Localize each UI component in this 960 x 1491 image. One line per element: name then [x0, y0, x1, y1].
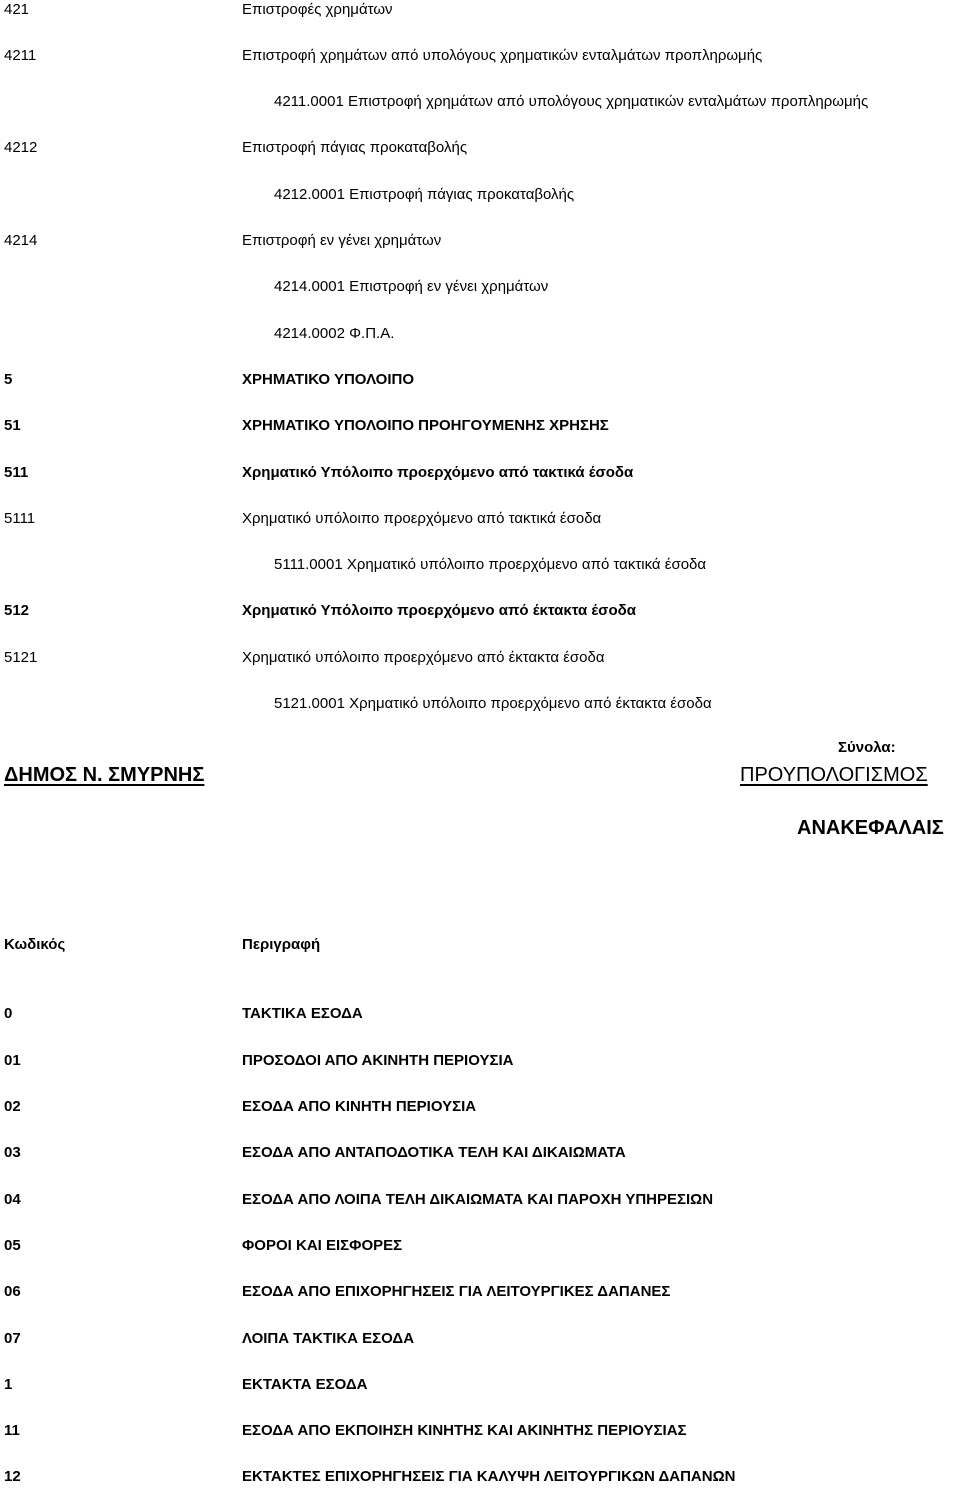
account-code: 4211: [4, 47, 37, 64]
category-code: 04: [4, 1191, 21, 1208]
account-code: 5111: [4, 510, 36, 527]
account-description: Χρηματικό υπόλοιπο προερχόμενο από έκτακτα έσοδα: [242, 649, 605, 666]
category-code: 06: [4, 1283, 21, 1300]
sub-account-row: [0, 277, 960, 301]
account-code: 5121: [4, 649, 38, 666]
municipality-title: ΔΗΜΟΣ Ν. ΣΜΥΡΝΗΣ: [4, 764, 205, 786]
account-description: Επιστροφή χρημάτων από υπολόγους χρηματικών ενταλμάτων προπληρωμής: [242, 47, 763, 64]
category-row: [0, 1329, 960, 1353]
category-description: ΕΣΟΔΑ ΑΠΟ ΑΝΤΑΠΟΔΟΤΙΚΑ ΤΕΛΗ ΚΑΙ ΔΙΚΑΙΩΜΑΤΑ: [242, 1144, 626, 1161]
category-description: ΛΟΙΠΑ ΤΑΚΤΙΚΑ ΕΣΟΔΑ: [242, 1330, 415, 1347]
category-description: ΕΣΟΔΑ ΑΠΟ ΕΠΙΧΟΡΗΓΗΣΕΙΣ ΓΙΑ ΛΕΙΤΟΥΡΓΙΚΕΣ ΔΑΠΑΝΕΣ: [242, 1283, 671, 1300]
category-row: [0, 1190, 960, 1214]
sub-account-entry: 4211.0001 Επιστροφή χρημάτων από υπολόγους χρηματικών ενταλμάτων προπληρωμής: [274, 93, 869, 110]
category-code: 07: [4, 1330, 21, 1347]
category-description: ΤΑΚΤΙΚΑ ΕΣΟΔΑ: [242, 1005, 363, 1022]
sub-account-entry: 4214.0001 Επιστροφή εν γένει χρημάτων: [274, 278, 549, 295]
category-description: ΦΟΡΟΙ ΚΑΙ ΕΙΣΦΟΡΕΣ: [242, 1237, 403, 1254]
category-row: [0, 1143, 960, 1167]
account-code: 4214: [4, 232, 38, 249]
category-description: ΕΚΤΑΚΤΕΣ ΕΠΙΧΟΡΗΓΗΣΕΙΣ ΓΙΑ ΚΑΛΥΨΗ ΛΕΙΤΟΥΡΓΙΚΩΝ ΔΑΠΑΝΩΝ: [242, 1468, 736, 1485]
account-row: [0, 138, 960, 162]
account-description: Επιστροφές χρημάτων: [242, 1, 393, 18]
sub-account-row: [0, 555, 960, 579]
category-description: ΕΣΟΔΑ ΑΠΟ ΚΙΝΗΤΗ ΠΕΡΙΟΥΣΙΑ: [242, 1098, 477, 1115]
account-description: Χρηματικό Υπόλοιπο προερχόμενο από έκτακτα έσοδα: [242, 602, 636, 619]
category-description: ΠΡΟΣΟΔΟΙ ΑΠΟ ΑΚΙΝΗΤΗ ΠΕΡΙΟΥΣΙΑ: [242, 1052, 514, 1069]
sub-account-entry: 5111.0001 Χρηματικό υπόλοιπο προερχόμενο από τακτικά έσοδα: [274, 556, 707, 573]
category-row: [0, 1236, 960, 1260]
account-row: [0, 370, 960, 394]
category-description: ΕΚΤΑΚΤΑ ΕΣΟΔΑ: [242, 1376, 368, 1393]
account-code: 51: [4, 417, 21, 434]
budget-title: ΠΡΟΥΠΟΛΟΓΙΣΜΟΣ: [740, 764, 928, 786]
category-row: [0, 1467, 960, 1491]
column-header-code: Κωδικός: [4, 936, 66, 953]
category-description: ΕΣΟΔΑ ΑΠΟ ΕΚΠΟΙΗΣΗ ΚΙΝΗΤΗΣ ΚΑΙ ΑΚΙΝΗΤΗΣ ΠΕΡΙΟΥΣΙΑΣ: [242, 1422, 687, 1439]
column-header-description: Περιγραφή: [242, 936, 321, 953]
category-code: 02: [4, 1098, 21, 1115]
category-code: 1: [4, 1376, 13, 1393]
account-code: 5: [4, 371, 13, 388]
account-description: ΧΡΗΜΑΤΙΚΟ ΥΠΟΛΟΙΠΟ: [242, 371, 415, 388]
category-code: 11: [4, 1422, 20, 1439]
account-row: [0, 46, 960, 70]
category-code: 05: [4, 1237, 21, 1254]
sub-account-entry: 4212.0001 Επιστροφή πάγιας προκαταβολής: [274, 186, 575, 203]
summary-title: ΑΝΑΚΕΦΑΛΑΙΣ: [797, 817, 944, 839]
category-code: 03: [4, 1144, 21, 1161]
account-code: 511: [4, 464, 29, 481]
category-code: 01: [4, 1052, 21, 1069]
account-code: 4212: [4, 139, 38, 156]
category-row: [0, 1051, 960, 1075]
account-description: Επιστροφή εν γένει χρημάτων: [242, 232, 442, 249]
category-row: [0, 1097, 960, 1121]
category-code: 12: [4, 1468, 21, 1485]
category-row: [0, 1375, 960, 1399]
sub-account-row: [0, 92, 960, 116]
account-row: [0, 416, 960, 440]
account-row: [0, 231, 960, 255]
category-row: [0, 1004, 960, 1028]
sub-account-row: [0, 694, 960, 718]
account-code: 421: [4, 1, 30, 18]
sub-account-entry: 4214.0002 Φ.Π.Α.: [274, 325, 395, 342]
account-description: Χρηματικό Υπόλοιπο προερχόμενο από τακτικά έσοδα: [242, 464, 634, 481]
totals-label: Σύνολα:: [838, 739, 896, 756]
account-description: ΧΡΗΜΑΤΙΚΟ ΥΠΟΛΟΙΠΟ ΠΡΟΗΓΟΥΜΕΝΗΣ ΧΡΗΣΗΣ: [242, 417, 609, 434]
account-row: [0, 463, 960, 487]
sub-account-row: [0, 324, 960, 348]
category-row: [0, 1421, 960, 1445]
sub-account-entry: 5121.0001 Χρηματικό υπόλοιπο προερχόμενο από έκτακτα έσοδα: [274, 695, 712, 712]
category-code: 0: [4, 1005, 13, 1022]
account-row: [0, 509, 960, 533]
account-code: 512: [4, 602, 30, 619]
sub-account-row: [0, 185, 960, 209]
account-row: [0, 648, 960, 672]
category-description: ΕΣΟΔΑ ΑΠΟ ΛΟΙΠΑ ΤΕΛΗ ΔΙΚΑΙΩΜΑΤΑ ΚΑΙ ΠΑΡΟΧΗ ΥΠΗΡΕΣΙΩΝ: [242, 1191, 714, 1208]
account-description: Επιστροφή πάγιας προκαταβολής: [242, 139, 468, 156]
category-row: [0, 1282, 960, 1306]
account-description: Χρηματικό υπόλοιπο προερχόμενο από τακτικά έσοδα: [242, 510, 602, 527]
account-row: [0, 0, 960, 24]
account-row: [0, 601, 960, 625]
